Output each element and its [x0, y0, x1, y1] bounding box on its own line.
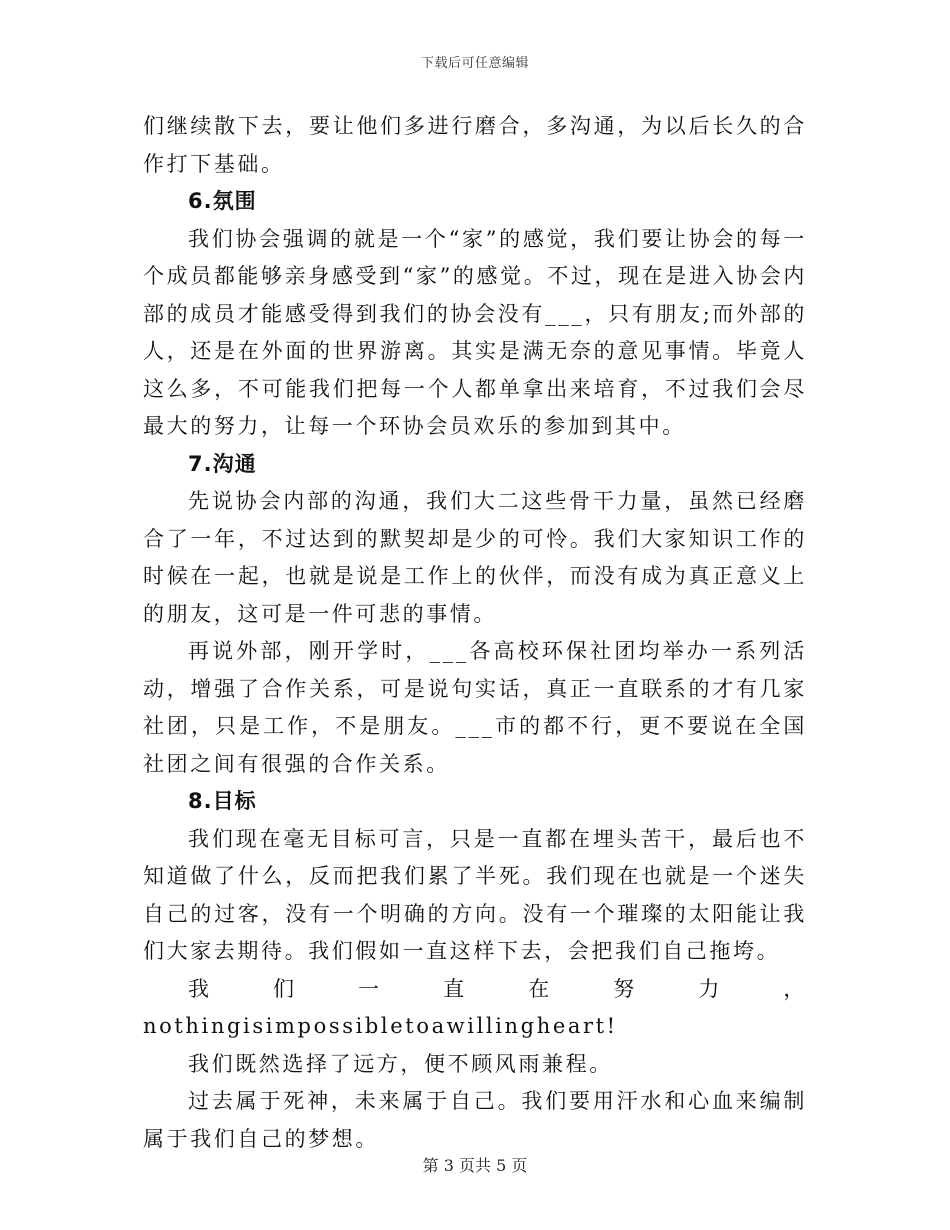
paragraph-internal-communication: 先说协会内部的沟通，我们大二这些骨干力量，虽然已经磨合了一年，不过达到的默契却是少的可怜。我们大家知识工作的时候在一起，也就是说是工作上的伙伴，而没有成为真正意义上的朋友，这可是一件可悲的事情。: [143, 489, 807, 626]
paragraph-choice: 我们既然选择了远方，便不顾风雨兼程。: [188, 1051, 613, 1076]
paragraph-goal: 我们现在毫无目标可言，只是一直都在埋头苦干，最后也不知道做了什么，反而把我们累了半死。我们现在也就是一个迷失自己的过客，没有一个明确的方向。没有一个璀璨的太阳能让我们大家去期待。我们假如一直这样下去，会把我们自己拖垮。: [143, 826, 807, 963]
page-footer: 第 3 页共 5 页: [422, 1156, 528, 1175]
paragraph-atmosphere: 我们协会强调的就是一个“家”的感觉，我们要让协会的每一个成员都能够亲身感受到“家”的感觉。不过，现在是进入协会内部的成员才能感受得到我们的协会没有___，只有朋友;而外部的人，还是在外面的世界游离。其实是满无奈的意见事情。毕竟人这么多，不可能我们把每一个人都单拿出来培育，不过我们会尽最大的努力，让每一个环协会员欢乐的参加到其中。: [143, 226, 807, 438]
section-heading-atmosphere: 6.氛围: [188, 189, 257, 213]
section-heading-goal: 8.目标: [188, 789, 257, 813]
paragraph-external-communication: 再说外部，刚开学时，___各高校环保社团均举办一系列活动，增强了合作关系，可是说句实话，真正一直联系的才有几家社团，只是工作，不是朋友。___市的都不行，更不要说在全国社团之间有很强的合作关系。: [143, 639, 807, 776]
document-body: [143, 108, 807, 1158]
page-header: 下载后可任意编辑: [420, 56, 529, 71]
section-heading-communication: 7.沟通: [188, 451, 257, 476]
paragraph-continuation: 们继续散下去，要让他们多进行磨合，多沟通，为以后长久的合作打下基础。: [143, 114, 807, 176]
paragraph-motto: 我们一直在努力，nothingisimpossibletoawillingheart!: [143, 976, 807, 1038]
paragraph-future: 过去属于死神，未来属于自己。我们要用汗水和心血来编制属于我们自己的梦想。: [143, 1089, 807, 1151]
